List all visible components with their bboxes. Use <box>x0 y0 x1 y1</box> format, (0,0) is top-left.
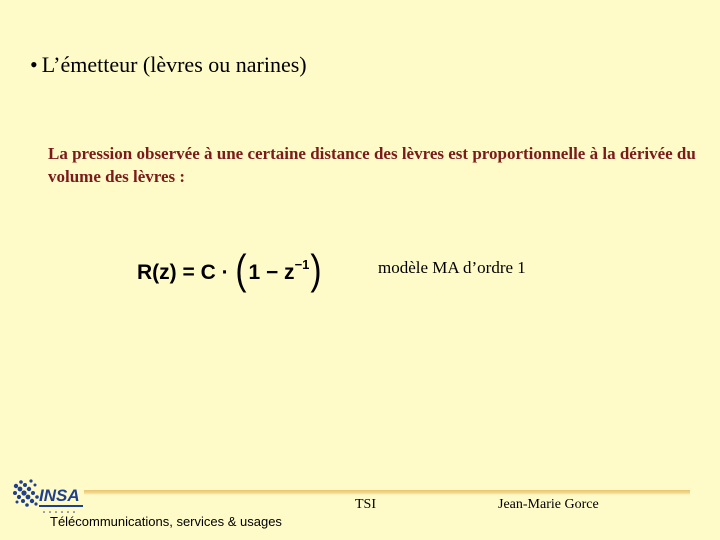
footer-subtitle: Télécommunications, services & usages <box>50 514 282 529</box>
bullet-icon: • <box>30 52 38 77</box>
left-paren-icon: ( <box>235 246 248 294</box>
slide-title <box>30 50 307 80</box>
logo-text: INSA <box>39 486 80 505</box>
footer-tsi: TSI <box>355 497 376 512</box>
formula-inner: 1 − z <box>248 261 295 284</box>
insa-logo <box>10 472 86 518</box>
slide-title-text: L’émetteur (lèvres ou narines) <box>41 52 307 77</box>
footer-author: Jean-Marie Gorce <box>498 497 599 512</box>
formula-dot: · <box>221 261 229 284</box>
footer-divider <box>84 490 690 495</box>
model-label: modèle MA d’ordre 1 <box>378 258 526 277</box>
right-paren-icon: ) <box>310 246 322 294</box>
body-paragraph: La pression observée à une certaine distance des lèvres est proportionnelle à la dérivée du volume des lèvres : <box>48 144 696 186</box>
formula <box>137 243 323 295</box>
formula-exponent: −1 <box>294 257 310 272</box>
formula-lhs: R(z) = C <box>137 261 216 284</box>
